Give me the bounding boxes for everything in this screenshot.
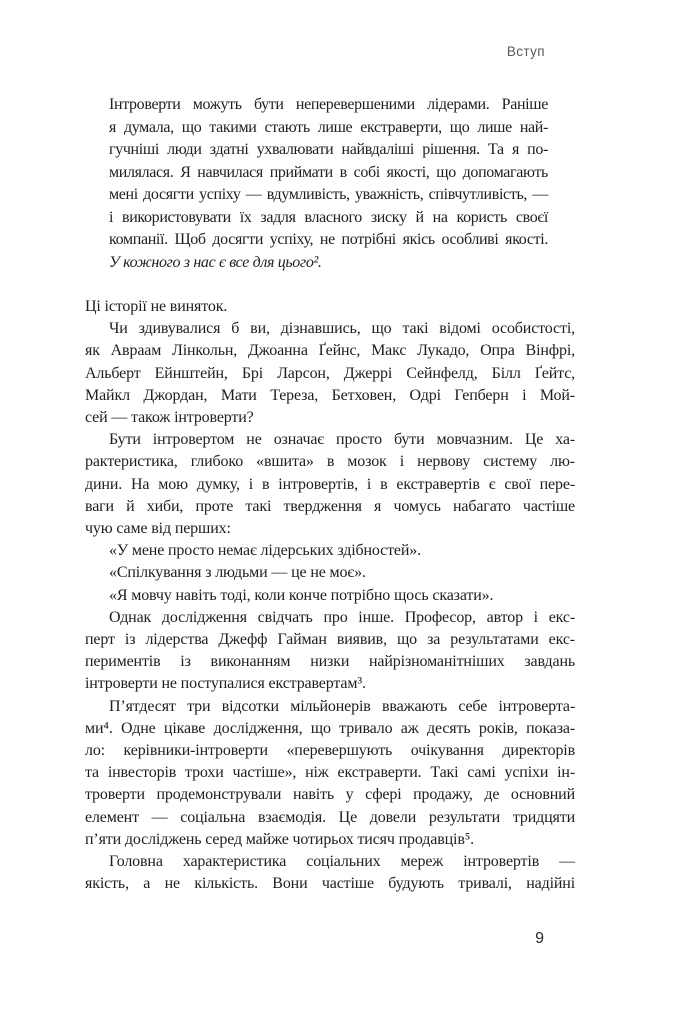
text-line: дини. На мою думку, і в інтровертів, і в екстравертів є свої пере- [85,475,575,493]
text-line: якість, а не кількість. Вони частіше будують тривалі, надійні [85,875,575,893]
paragraph [85,540,575,562]
text-line: Однак дослідження свідчать про інше. Професор, автор і екс- [109,608,575,626]
text-line: «У мене просто немає лідерських здібностей». [109,542,421,560]
text-line: і використовувати їх задля власного зиску й на користь своєї [109,208,548,226]
text-line: Майкл Джордан, Мати Тереза, Бетховен, Одрі Гепберн і Мой- [85,386,575,404]
text-line: «Я мовчу навіть тоді, коли конче потрібно щось сказати». [109,586,494,604]
paragraph [85,696,575,851]
text-line: та інвесторів трохи частіше», ніж екстраверти. Такі самі успіхи ін- [85,764,575,782]
text-line: Бути інтровертом не означає просто бути мовчазним. Це ха- [109,431,575,449]
paragraph [85,585,575,607]
text-line: я думала, що такими стають лише екстраверти, що лише най- [109,118,548,136]
text-line: периментів із виконанням низки найрізноманітніших завдань [85,653,575,671]
text-line: елемент — соціальна взаємодія. Це довели результати тридцяти [85,808,575,826]
text-line: ми⁴. Одне цікаве дослідження, що тривало аж десять років, показа- [85,719,575,737]
text-line: Головна характеристика соціальних мереж інтровертів — [109,853,575,871]
text-line: У кожного з нас є все для цього². [109,253,322,271]
text-line: Чи здивувалися б ви, дізнавшись, що такі відомі особистості, [109,320,575,338]
text-line: милялася. Я навчилася приймати в собі якості, що допомагають [109,163,548,181]
epigraph-quote-block [109,94,548,274]
text-line: компанії. Щоб досягти успіху, не потрібні якісь особливі якості. [109,231,548,248]
text-line: чую саме від перших: [85,520,231,538]
paragraph [85,296,575,318]
text-line: перт із лідерства Джефф Гайман виявив, що за результатами екс- [85,631,575,649]
paragraph [85,851,575,895]
text-line: ваги й хиби, проте такі твердження я чомусь набагато частіше [85,497,575,515]
text-line: рактеристика, глибоко «вшита» в мозок і нервову систему лю- [85,453,575,471]
text-line: інтроверти не поступалися екстравертам³. [85,675,366,693]
text-line: ло: керівники-інтроверти «перевершують очікування директорів [85,742,575,760]
text-line: сей — також інтроверти? [85,409,254,427]
body-text [85,296,575,895]
text-line: П’ятдесят три відсотки мільйонерів вважають себе інтроверта- [109,697,575,715]
paragraph [85,318,575,429]
paragraph [85,562,575,584]
text-line: Ці історії не виняток. [85,298,228,315]
text-line: мені досягти успіху — вдумливість, уважність, співчутливість, — [109,186,548,203]
text-line: гучніші люди здатні ухвалювати найвдаліші рішення. Та я по- [109,141,548,158]
text-line: п’яти досліджень серед майже чотирьох тисяч продавців⁵. [85,830,475,848]
text-line: Альберт Ейнштейн, Брі Ларсон, Джеррі Сейнфелд, Білл Ґейтс, [85,364,575,382]
text-line: «Спілкування з людьми — це не моє». [109,564,366,582]
running-header-title: Вступ [506,44,545,59]
page-number: 9 [535,930,544,947]
paragraph [85,607,575,696]
paragraph [85,429,575,540]
text-line: як Авраам Лінкольн, Джоанна Ґейнс, Макс Лукадо, Опра Вінфрі, [85,342,575,360]
text-line: Інтроверти можуть бути неперевершеними лідерами. Раніше [109,96,548,113]
text-line: троверти продемонстрували навіть у сфері продажу, де основний [85,786,575,804]
